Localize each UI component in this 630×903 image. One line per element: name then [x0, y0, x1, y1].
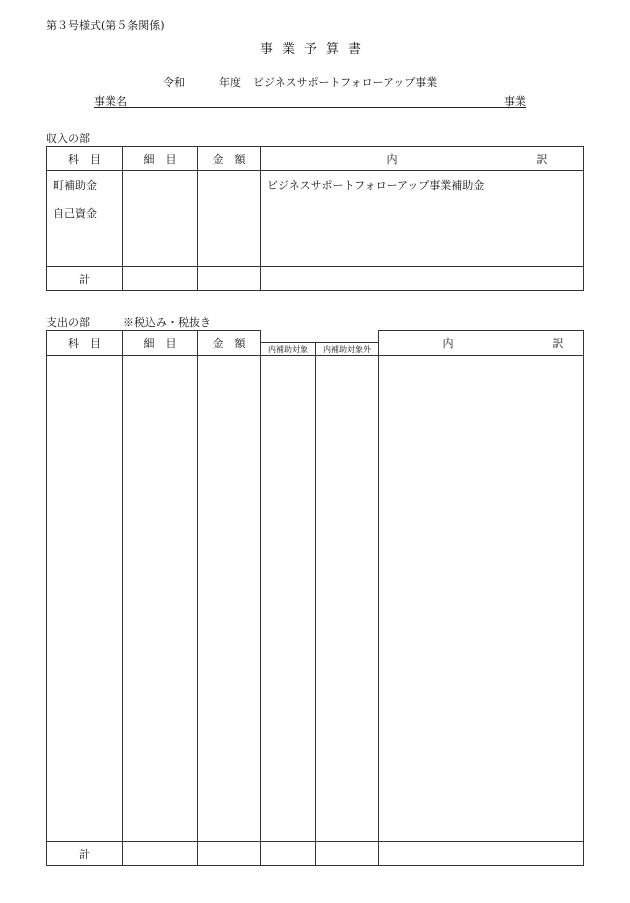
income-total-label: 計	[47, 267, 123, 291]
income-header-amount: 金 額	[198, 147, 261, 171]
era-label: 令和	[163, 76, 185, 89]
income-table	[46, 146, 584, 291]
income-breakdown-left: 内	[386, 152, 398, 166]
expense-amount-cell[interactable]	[198, 356, 261, 842]
expense-breakdown-cell[interactable]	[379, 356, 584, 842]
expense-table	[46, 330, 584, 866]
form-number: 第３号様式(第５条関係)	[46, 19, 165, 32]
expense-subsidy-cell[interactable]	[261, 356, 316, 842]
income-subject-1: 町補助金	[53, 179, 97, 192]
expense-header-subsidy-target: 内補助対象	[261, 343, 316, 356]
expense-total-amount[interactable]	[198, 842, 261, 866]
expense-total-label: 計	[47, 842, 123, 866]
expense-breakdown-right: 訳	[552, 337, 564, 350]
subtitle	[163, 74, 437, 90]
expense-section-label: 支出の部	[46, 316, 90, 329]
business-name-field[interactable]	[94, 93, 526, 108]
expense-subject-cell[interactable]	[47, 356, 123, 842]
expense-breakdown-left: 内	[442, 337, 454, 350]
year-label: 年度	[219, 76, 241, 89]
income-amount-cell[interactable]	[198, 171, 261, 267]
expense-total-non-subsidy[interactable]	[316, 842, 379, 866]
expense-total-detail[interactable]	[123, 842, 198, 866]
income-breakdown-cell[interactable]	[261, 171, 584, 267]
income-total-breakdown[interactable]	[261, 267, 584, 291]
program-name: ビジネスサポートフォローアップ事業	[253, 76, 438, 89]
expense-header-detail: 細 目	[123, 331, 198, 356]
page-title: 事業予算書	[259, 42, 370, 57]
expense-non-subsidy-cell[interactable]	[316, 356, 379, 842]
income-total-amount[interactable]	[198, 267, 261, 291]
expense-header-subject: 科 目	[47, 331, 123, 356]
business-name-suffix: 事業	[504, 95, 526, 108]
expense-header-non-subsidy-target: 内補助対象外	[316, 343, 379, 356]
income-total-detail[interactable]	[123, 267, 198, 291]
income-header-breakdown	[261, 147, 584, 171]
expense-total-subsidy[interactable]	[261, 842, 316, 866]
income-subject-2: 自己資金	[53, 207, 97, 220]
expense-header-blank	[261, 331, 379, 343]
expense-total-breakdown[interactable]	[379, 842, 584, 866]
tax-note: ※税込み・税抜き	[123, 316, 211, 329]
income-header-subject: 科 目	[47, 147, 123, 171]
expense-detail-cell[interactable]	[123, 356, 198, 842]
expense-header-breakdown	[379, 331, 584, 356]
income-detail-cell[interactable]	[123, 171, 198, 267]
income-breakdown-right: 訳	[536, 152, 548, 166]
income-section-label: 収入の部	[46, 132, 90, 145]
income-subject-cell[interactable]	[47, 171, 123, 267]
income-header-detail: 細 目	[123, 147, 198, 171]
expense-header-amount: 金 額	[198, 331, 261, 356]
business-name-label: 事業名	[94, 95, 127, 108]
income-breakdown-1: ビジネスサポートフォローアップ事業補助金	[267, 179, 485, 192]
